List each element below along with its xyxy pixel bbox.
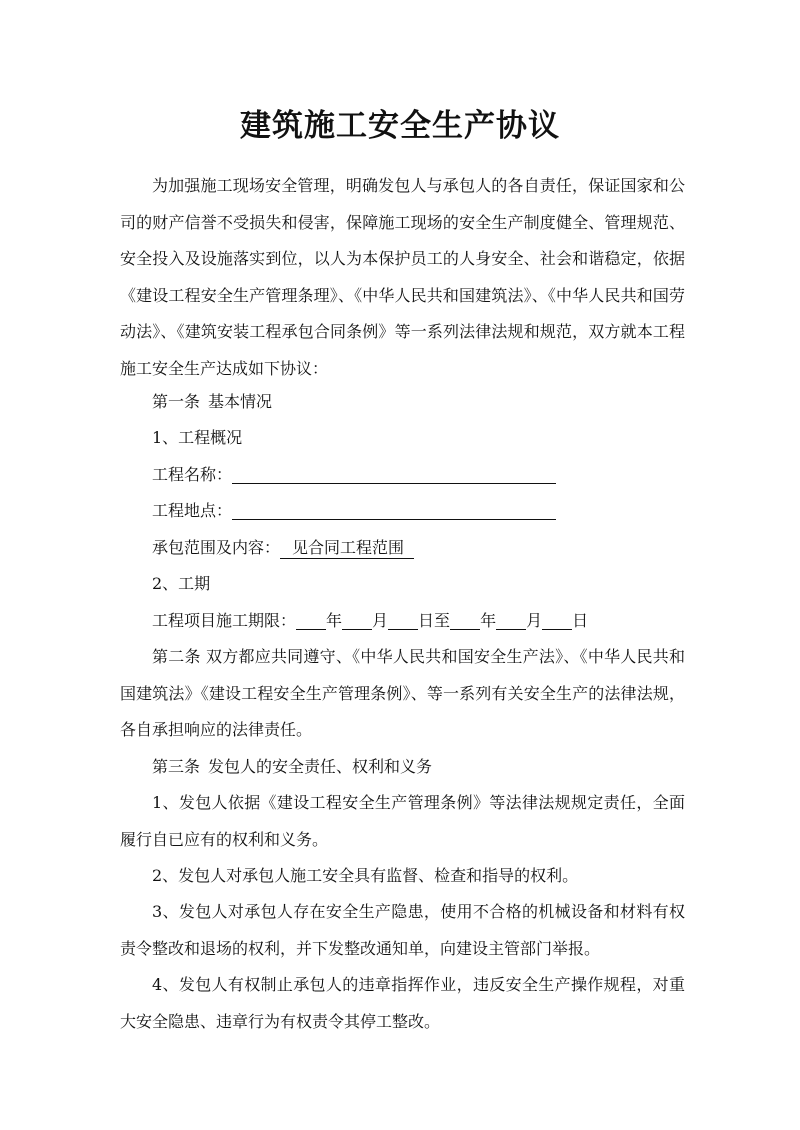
month-label: 月	[526, 611, 543, 630]
year-label: 年	[480, 611, 497, 630]
scope-label: 承包范围及内容：	[152, 538, 281, 557]
day-label: 日	[572, 611, 589, 630]
period-item: 2、工期	[152, 574, 211, 593]
project-name-label: 工程名称：	[152, 465, 233, 484]
start-month-blank[interactable]	[342, 611, 372, 630]
day-to-label: 日至	[418, 611, 451, 630]
scope-value: 见合同工程范围	[280, 538, 414, 559]
article3-clause-1: 1、发包人依据《建设工程安全生产管理条例》等法律法规规定责任，全面履行自已应有的权利和义务。	[120, 793, 685, 849]
construction-period-row	[152, 603, 588, 640]
article3-number: 第三条	[152, 757, 201, 776]
scope-row	[152, 530, 414, 567]
article3-title: 发包人的安全责任、权利和义务	[208, 757, 433, 776]
start-day-blank[interactable]	[388, 611, 418, 630]
end-day-blank[interactable]	[542, 611, 572, 630]
article3-heading	[152, 749, 432, 786]
year-label: 年	[326, 611, 343, 630]
article3-clause-4: 4、发包人有权制止承包人的违章指挥作业，违反安全生产操作规程，对重大安全隐患、违章行为有权责令其停工整改。	[120, 975, 685, 1031]
project-location-label: 工程地点：	[152, 501, 233, 520]
document-title: 建筑施工安全生产协议	[240, 108, 560, 144]
project-location-blank[interactable]	[232, 501, 556, 520]
month-label: 月	[372, 611, 389, 630]
project-overview-item: 1、工程概况	[152, 428, 243, 447]
project-name-blank[interactable]	[232, 465, 556, 484]
project-location-row	[152, 493, 556, 530]
end-year-blank[interactable]	[450, 611, 480, 630]
start-year-blank[interactable]	[296, 611, 326, 630]
article1-title: 基本情况	[208, 392, 273, 411]
period-label: 工程项目施工期限：	[152, 611, 297, 630]
article2-paragraph: 第二条 双方都应共同遵守、《中华人民共和国安全生产法》、《中华人民共和国建筑法》《建设工程安全生产管理条例》、等一系列有关安全生产的法律法规，各自承担响应的法律责任。	[120, 647, 685, 739]
article1-number: 第一条	[152, 392, 201, 411]
article1-heading	[152, 384, 272, 421]
project-name-row	[152, 457, 556, 494]
article3-clause-3: 3、发包人对承包人存在安全生产隐患，使用不合格的机械设备和材料有权责令整改和退场的权利，并下发整改通知单，向建设主管部门举报。	[120, 902, 685, 958]
article3-clause-2: 2、发包人对承包人施工安全具有监督、检查和指导的权利。	[152, 866, 579, 885]
intro-paragraph: 为加强施工现场安全管理，明确发包人与承包人的各自责任，保证国家和公司的财产信誉不受损失和侵害，保障施工现场的安全生产制度健全、管理规范、安全投入及设施落实到位，以人为本保护员工的人身安全、社会和谐稳定，依据《建设工程安全生产管理条理》、《中华人民共和国建筑法》、《中华人民共和国劳动法》、《建筑安装工程承包合同条例》等一系列法律法规和规范，双方就本工程施工安全生产达成如下协议：	[120, 176, 685, 378]
end-month-blank[interactable]	[496, 611, 526, 630]
